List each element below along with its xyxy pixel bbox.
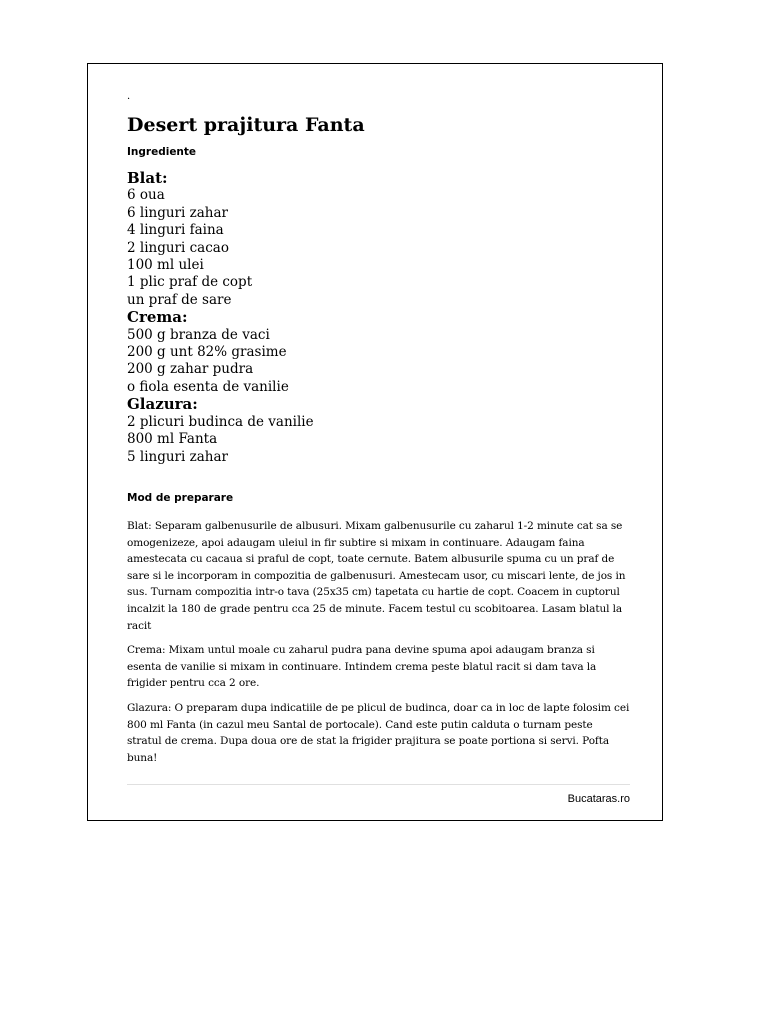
ingredient-line: 2 linguri cacao — [127, 239, 229, 256]
ingredient-line: 2 plicuri budinca de vanilie — [127, 413, 314, 430]
ingredient-line: un praf de sare — [127, 291, 232, 308]
ingredient-line: 100 ml ulei — [127, 257, 204, 274]
bullet-marker: · — [127, 94, 131, 105]
page-title: Desert prajitura Fanta — [127, 114, 365, 136]
step-paragraph: Glazura: O preparam dupa indicatiile de pe plicul de budinca, doar ca in loc de lapte folosim cei 800 ml Fanta (in cazul meu Santal de portocale). Cand este putin calduta o turnam peste stratul de crema. Dupa doua ore de stat la frigider prajitura se poate portiona si servi. Pofta buna! — [127, 701, 630, 764]
ingredient-line: Blat: — [127, 169, 168, 187]
step-paragraph: Blat: Separam galbenusurile de albusuri. Mixam galbenusurile cu zaharul 1-2 minute cat sa se omogenizeze, apoi adaugam uleiul in fir subtire si mixam in continuare. Adaugam faina amestecata cu cacaua si praful de copt, toate cernute. Batem albusurile spuma cu un praf de sare si le incorporam in compozitia de galbenusuri. Amestecam usor, cu miscari lente, de jos in sus. Turnam compozitia intr-o tava (25x35 cm) tapetata cu hartie de copt. Coacem in cuptorul incalzit la 180 de grade pentru cca 25 de minute. Facem testul cu scobitoarea. Lasam blatul la racit — [127, 520, 626, 632]
ingredient-line: 6 linguri zahar — [127, 204, 228, 221]
ingredients-heading: Ingrediente — [127, 146, 197, 158]
ingredient-line: 200 g zahar pudra — [127, 361, 254, 378]
ingredient-line: o fiola esenta de vanilie — [127, 378, 289, 395]
ingredient-line: 500 g branza de vaci — [127, 326, 270, 343]
ingredient-line: 5 linguri zahar — [127, 448, 228, 465]
preparation-steps — [127, 518, 630, 774]
ingredient-line: 800 ml Fanta — [127, 431, 218, 448]
preparation-heading: Mod de preparare — [127, 492, 234, 504]
document-page — [87, 63, 663, 821]
footer-divider — [127, 784, 630, 785]
ingredient-line: Glazura: — [127, 395, 198, 414]
ingredient-line: 4 linguri faina — [127, 222, 224, 239]
ingredients-list — [127, 170, 314, 466]
footer-site-name: Bucataras.ro — [567, 793, 630, 805]
ingredient-line: 6 oua — [127, 187, 165, 204]
ingredient-line: Crema: — [127, 308, 188, 327]
ingredient-line: 1 plic praf de copt — [127, 274, 253, 291]
ingredient-line: 200 g unt 82% grasime — [127, 344, 287, 361]
step-paragraph: Crema: Mixam untul moale cu zaharul pudra pana devine spuma apoi adaugam branza si esenta de vanilie si mixam in continuare. Intindem crema peste blatul racit si dam tava la frigider pentru cca 2 ore. — [127, 644, 597, 690]
